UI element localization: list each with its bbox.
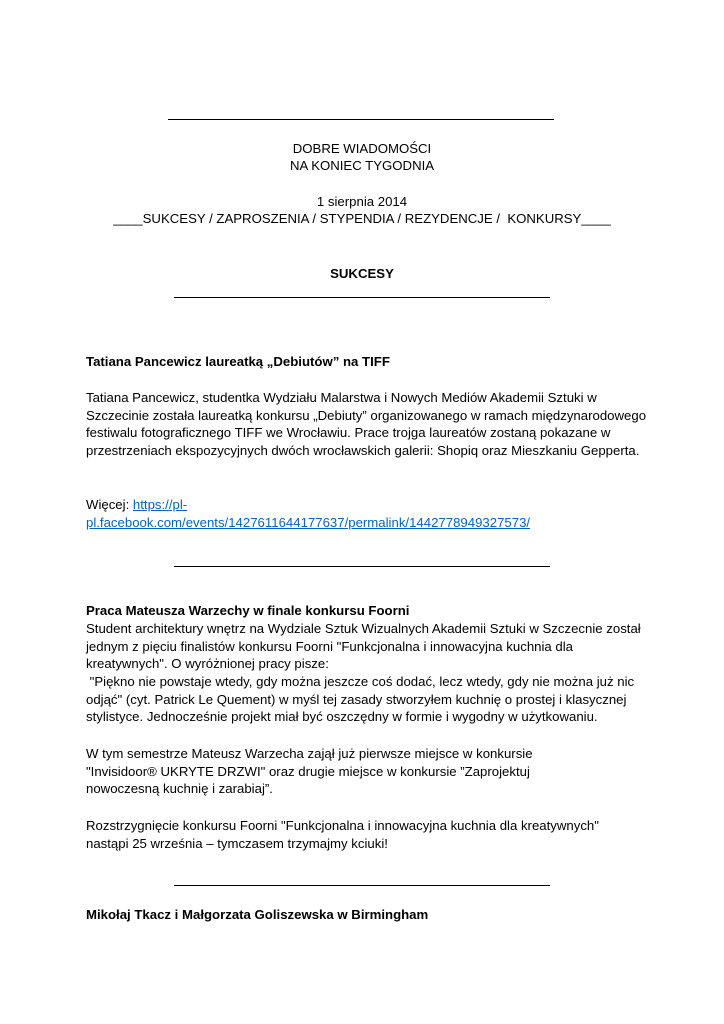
top-divider — [168, 119, 554, 120]
article-paragraph: Student architektury wnętrz na Wydziale Sztuk Wizualnych Akademii Sztuki w Szczecnie został jednym z pięciu finalistów konkursu Foorni "Funkcjonalna i innowacyjna kuchnia dla kreatywnych". O wyróżnionej pracy pisze: — [86, 621, 641, 672]
header-date: 1 sierpnia 2014 — [316, 194, 408, 209]
header-categories: ____SUKCESY / ZAPROSZENIA / STYPENDIA / REZYDENCJE / KONKURSY____ — [113, 211, 611, 226]
section-divider — [174, 297, 550, 298]
header-title-line1: DOBRE WIADOMOŚCI — [292, 141, 432, 156]
article-divider — [174, 885, 550, 886]
article-quote: "Piękno nie powstaje wtedy, gdy można jeszcze coś dodać, lecz wtedy, gdy nie można już nic odjąć" (cyt. Patrick Le Quement) w myśl tej zasady stworzyłem kuchnię o prostej i klasycznej stylistyce. Jednocześnie projekt miał być oszczędny w formie i wygodny w użytkowaniu. — [86, 674, 638, 725]
article-divider — [174, 566, 550, 567]
article-paragraph: Tatiana Pancewicz, studentka Wydziału Malarstwa i Nowych Mediów Akademii Sztuki w Szczecinie została laureatką konkursu „Debiuty” organizowanego w ramach międzynarodowego festiwalu fotograficznego TIFF we Wrocławiu. Prace trojga laureatów zostaną pokazane w przestrzeniach ekspozycyjnych dwóch wrocławskich galerii: Shopiq oraz Mieszkaniu Gepperta. — [86, 390, 647, 458]
more-info — [86, 496, 646, 531]
article-paragraph: W tym semestrze Mateusz Warzecha zajął już pierwsze miejsce w konkursie "Invisidoor® UKRYTE DRZWI" oraz drugie miejsce w konkursie ”Zaprojektuj nowoczesną kuchnię i zarabiaj”. — [86, 746, 533, 797]
article-title: Praca Mateusza Warzechy w finale konkursu Foorni — [86, 603, 410, 618]
article-title: Tatiana Pancewicz laureatką „Debiutów” na TIFF — [86, 354, 390, 369]
article-paragraph: Rozstrzygnięcie konkursu Foorni "Funkcjonalna i innowacyjna kuchnia dla kreatywnych" nastąpi 25 września – tymczasem trzymajmy kciuki! — [86, 818, 599, 851]
more-label: Więcej: — [86, 497, 133, 512]
article-title: Mikołaj Tkacz i Małgorzata Goliszewska w Birmingham — [86, 907, 429, 922]
header-title-line2: NA KONIEC TYGODNIA — [289, 158, 435, 173]
section-heading: SUKCESY — [330, 266, 394, 281]
facebook-event-link[interactable]: https://pl- pl.facebook.com/events/1427611644177637/permalink/1442778949327573/ — [86, 497, 531, 530]
